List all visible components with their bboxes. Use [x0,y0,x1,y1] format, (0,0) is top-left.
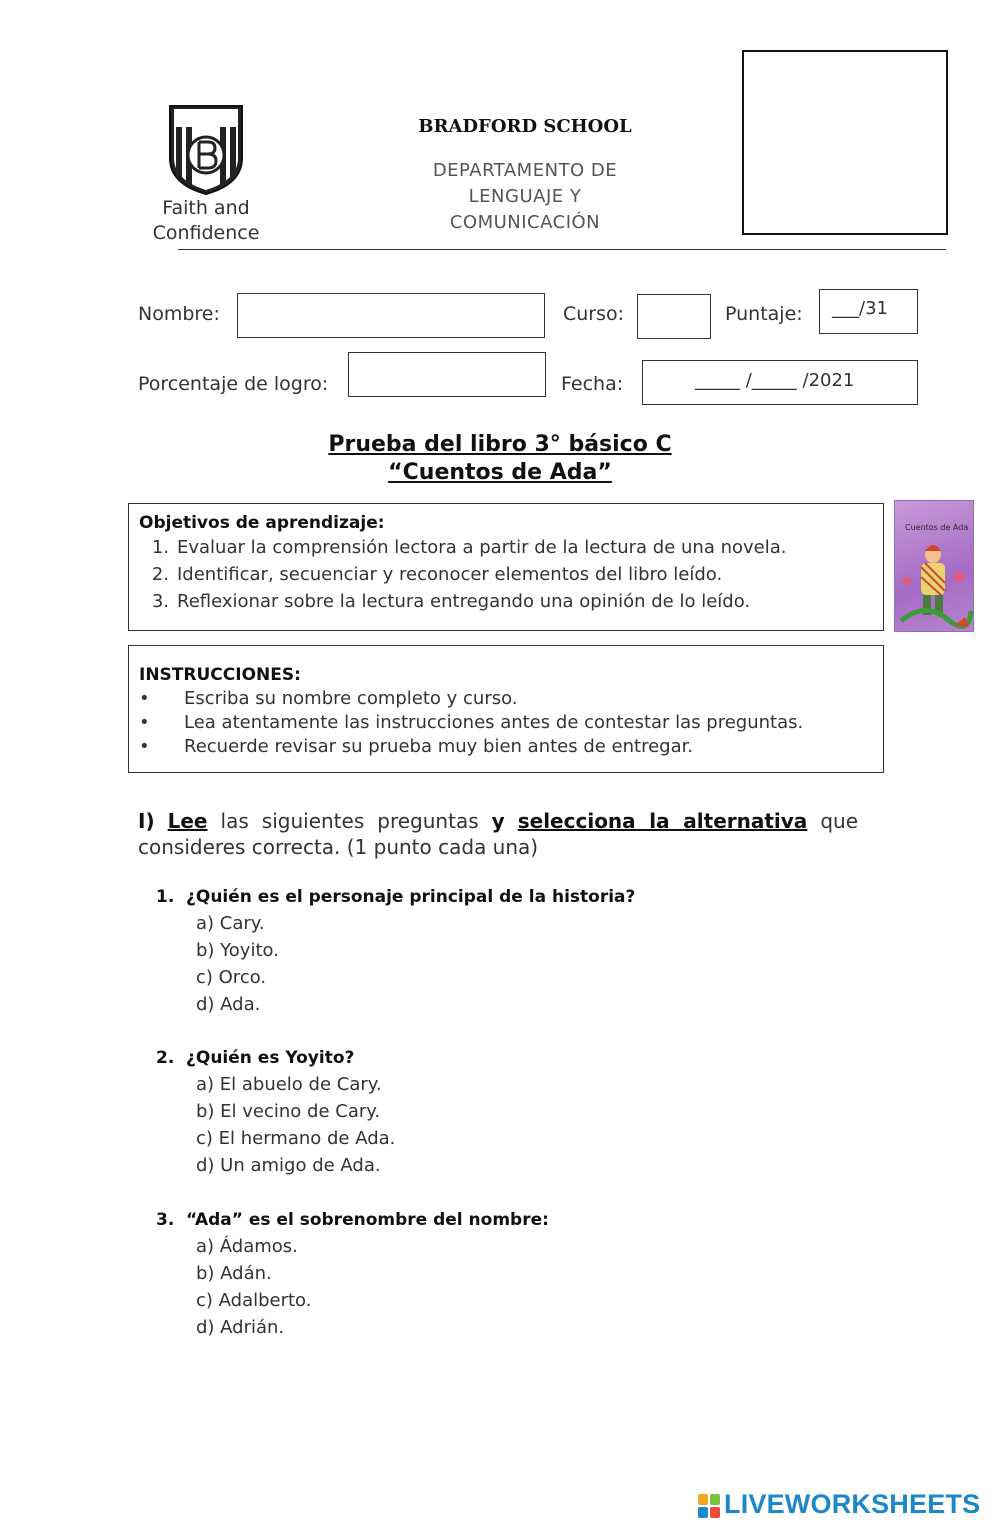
section-y: y [491,809,505,833]
book-title: “Cuentos de Ada” [388,460,612,485]
question-1-option-b[interactable]: b) Yoyito. [196,940,279,961]
question-3: 3. “Ada” es el sobrenombre del nombre: [156,1210,549,1230]
instruction-item: • Lea atentamente las instrucciones antes de contestar las preguntas. [139,712,804,733]
question-2-option-a[interactable]: a) El abuelo de Cary. [196,1074,382,1095]
test-title: Prueba del libro 3° básico C [328,432,672,457]
department-name [405,158,645,236]
question-1-option-c[interactable]: c) Orco. [196,967,267,988]
book-illustration-icon [895,541,973,631]
section-text-2: que consideres correcta. (1 punto cada una) [138,809,859,859]
name-label: Nombre: [138,303,220,325]
objective-item: 3. Reflexionar sobre la lectura entregando una opinión de lo leído. [151,591,751,612]
name-field[interactable] [237,293,545,338]
photo-box [742,50,948,235]
instructions-panel [128,645,884,773]
instructions-heading: INSTRUCCIONES: [139,665,301,685]
section-verb-selecciona: selecciona la alternativa [517,809,808,833]
instruction-item: • Recuerde revisar su prueba muy bien antes de entregar. [139,736,694,757]
question-1-option-d[interactable]: d) Ada. [196,994,261,1015]
objectives-panel [128,503,884,631]
book-cover-title: Cuentos de Ada [905,523,969,532]
score-field[interactable] [819,289,918,334]
score-value: ___/31 [832,298,888,319]
objective-item: 1. Evaluar la comprensión lectora a partir de la lectura de una novela. [151,537,787,558]
section-instructions [138,808,858,860]
section-verb-lee: Lee [167,809,208,833]
date-field[interactable] [642,360,918,405]
liveworksheets-logo-icon [698,1494,720,1518]
course-field[interactable] [637,294,711,339]
percent-field[interactable] [348,352,546,397]
brand-name: LIVEWORKSHEETS [724,1489,981,1519]
school-logo [150,100,262,250]
school-crest-icon [166,100,246,196]
section-number: I) [138,809,155,833]
question-3-option-c[interactable]: c) Adalberto. [196,1290,312,1311]
motto-line-1: Faith and [162,197,250,219]
department-line-2: LENGUAJE Y [468,186,582,207]
book-cover-image [894,500,974,632]
course-label: Curso: [563,303,625,325]
question-1: 1. ¿Quién es el personaje principal de la historia? [156,887,636,907]
score-label: Puntaje: [725,303,803,325]
date-label: Fecha: [561,373,624,395]
question-2-option-b[interactable]: b) El vecino de Cary. [196,1101,381,1122]
department-line-3: COMUNICACIÓN [449,212,601,233]
department-line-1: DEPARTAMENTO DE [432,160,618,181]
percent-label: Porcentaje de logro: [138,373,329,395]
school-name: BRADFORD SCHOOL [418,116,632,137]
header-divider [178,249,946,250]
instruction-item: • Escriba su nombre completo y curso. [139,688,518,709]
date-value: _____ /_____ /2021 [695,370,855,391]
question-3-option-d[interactable]: d) Adrián. [196,1317,285,1338]
question-2: 2. ¿Quién es Yoyito? [156,1048,355,1068]
question-3-option-b[interactable]: b) Adán. [196,1263,272,1284]
objective-item: 2. Identificar, secuenciar y reconocer elementos del libro leído. [151,564,723,585]
question-2-option-d[interactable]: d) Un amigo de Ada. [196,1155,381,1176]
objectives-heading: Objetivos de aprendizaje: [139,513,385,533]
section-text-1: las siguientes preguntas [220,809,479,833]
question-1-option-a[interactable]: a) Cary. [196,913,265,934]
motto-line-2: Confidence [152,222,260,244]
question-3-option-a[interactable]: a) Ádamos. [196,1236,298,1257]
question-2-option-c[interactable]: c) El hermano de Ada. [196,1128,396,1149]
